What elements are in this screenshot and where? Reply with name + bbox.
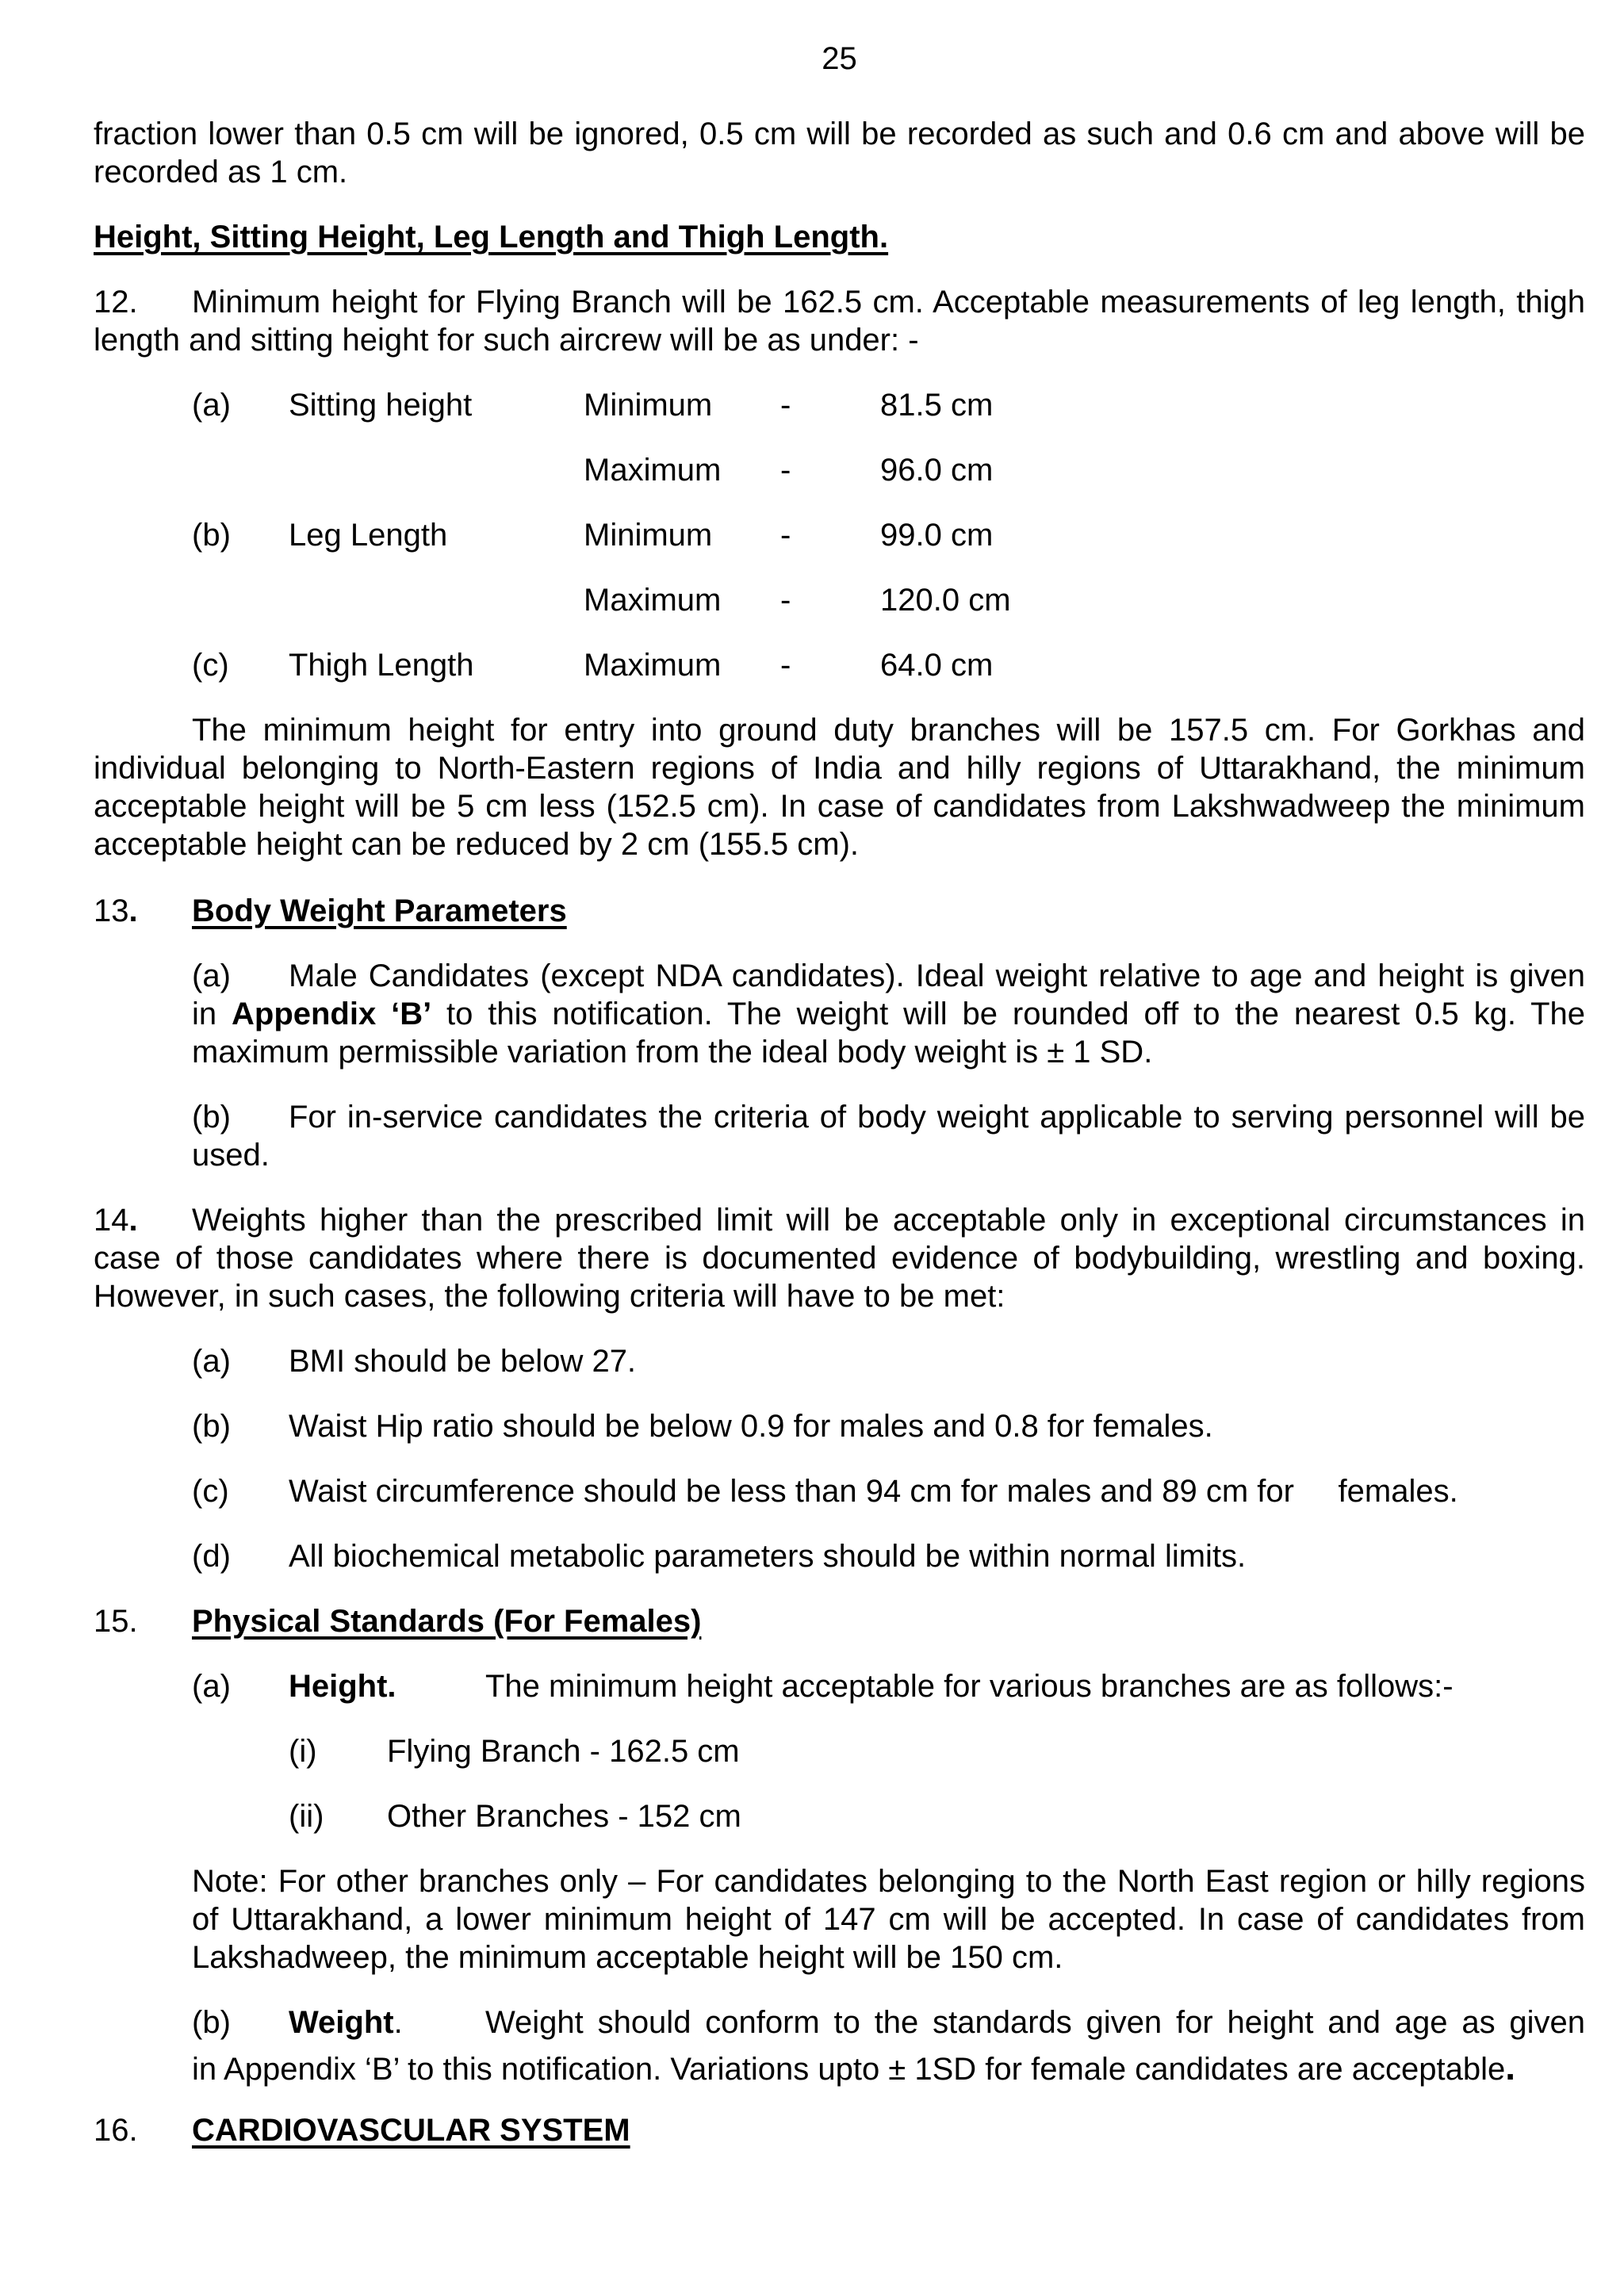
note-text: Note: For other branches only – For candidates belonging to the North East region or hilly regions of Uttarakhand, a lower minimum height of 147 cm will be accepted. In case of candidates from Lakshadweep, the minimum acceptable height will be 150 cm.: [192, 1864, 1585, 1975]
heading-height-text: Height, Sitting Height, Leg Length and Thigh Length.: [94, 220, 889, 254]
measurement-type: Maximum: [584, 583, 722, 618]
measurement-dash: -: [780, 518, 791, 553]
measurement-value: 96.0 cm: [880, 453, 994, 488]
item-label: (b): [192, 2005, 231, 2040]
intro-paragraph: [94, 115, 1585, 191]
height-text: The minimum height acceptable for various branches are as follows:-: [485, 1669, 1454, 1704]
sub-item-text: Other Branches - 152 cm: [387, 1799, 741, 1834]
weight-label: Weight: [289, 2005, 394, 2040]
measurement-dash: -: [780, 388, 791, 423]
height-label: Height.: [289, 1669, 396, 1704]
item-label: (a): [192, 1344, 231, 1379]
para-text: Minimum height for Flying Branch will be 162.5 cm. Acceptable measurements of leg length, thigh length and sitting height for such aircrew will be as under: -: [94, 285, 1585, 358]
measurement-value: 120.0 cm: [880, 583, 1011, 618]
para-number: 13: [94, 894, 129, 928]
item-label: (b): [192, 518, 231, 553]
item-label: (b): [192, 1100, 231, 1135]
physical-standards-heading: Physical Standards (For Females): [192, 1604, 702, 1639]
weight-text-line2: in Appendix ‘B’ to this notification. Variations upto ± 1SD for female candidates are acceptable: [192, 2052, 1506, 2087]
measurement-type: Minimum: [584, 518, 713, 553]
measurement-value: 64.0 cm: [880, 648, 994, 683]
measurement-type: Minimum: [584, 388, 713, 423]
paragraph-13a: (a) Male Candidates (except NDA candidates). Ideal weight relative to age and height is given in Appendix ‘B’ to this notification. The weight will be rounded off to the nearest 0.5 kg. The maximum permissible variation from the ideal body weight is ± 1 SD.: [192, 959, 1585, 1070]
para-number: 12.: [94, 285, 138, 320]
measurement-name: Thigh Length: [289, 648, 474, 683]
ground-duty-paragraph: [94, 711, 1585, 863]
item-label: (a): [192, 388, 231, 423]
paragraph-15-heading: [94, 1602, 1585, 1640]
item-label: (a): [192, 1669, 231, 1704]
measurement-type: Maximum: [584, 648, 722, 683]
item-label: (b): [192, 1409, 231, 1444]
para-number: 14: [94, 1203, 129, 1238]
sub-item-text: Flying Branch - 162.5 cm: [387, 1734, 740, 1769]
para-text: Weights higher than the prescribed limit will be acceptable only in exceptional circumstances in case of those candidates where there is documented evidence of bodybuilding, wrestling and boxing. However, in such cases, the following criteria will have to be met:: [94, 1203, 1585, 1314]
measurement-type: Maximum: [584, 453, 722, 488]
item-label: (a): [192, 959, 231, 993]
intro-text: fraction lower than 0.5 cm will be ignored, 0.5 cm will be recorded as such and 0.6 cm and above will be recorded as 1 cm.: [94, 117, 1585, 189]
measurement-value: 81.5 cm: [880, 388, 994, 423]
measurement-dash: -: [780, 453, 791, 488]
paragraph-14: 14. Weights higher than the prescribed limit will be acceptable only in exceptional circumstances in case of those candidates where there is documented evidence of bodybuilding, wrestling and boxing. However, in such cases, the following criteria will have to be met:: [94, 1203, 1585, 1314]
item-text: Waist Hip ratio should be below 0.9 for males and 0.8 for females.: [289, 1409, 1213, 1444]
ground-duty-text: The minimum height for entry into ground duty branches will be 157.5 cm. For Gorkhas and individual belonging to North-Eastern regions of India and hilly regions of Uttarakhand, the minimum acceptable height will be 5 cm less (152.5 cm). In case of candidates from Lakshwadweep the minimum acceptable height can be reduced by 2 cm (155.5 cm).: [94, 713, 1585, 862]
item-label: (c): [192, 1474, 229, 1509]
weight-text-line1: Weight should conform to the standards given for height and age as given: [485, 2005, 1585, 2040]
paragraph-16-heading: [94, 2111, 1585, 2149]
measurement-value: 99.0 cm: [880, 518, 994, 553]
item-label: (c): [192, 648, 229, 683]
paragraph-13b: (b) For in-service candidates the criteria of body weight applicable to serving personnel will be used.: [192, 1100, 1585, 1173]
paragraph-12: [94, 283, 1585, 359]
body-weight-heading: Body Weight Parameters: [192, 894, 567, 928]
item-text: Waist circumference should be less than 94 cm for males and 89 cm for females.: [289, 1474, 1458, 1509]
item-text: All biochemical metabolic parameters should be within normal limits.: [289, 1539, 1247, 1574]
height-note: [192, 1862, 1585, 1976]
para-number: 15.: [94, 1604, 138, 1639]
paragraph-13-heading: 13. Body Weight Parameters: [94, 894, 567, 928]
item-label: (d): [192, 1539, 231, 1574]
cardiovascular-heading: CARDIOVASCULAR SYSTEM: [192, 2113, 630, 2148]
para-number: 16.: [94, 2113, 138, 2148]
sub-item-label: (i): [289, 1734, 317, 1769]
measurement-name: Sitting height: [289, 388, 473, 423]
measurement-dash: -: [780, 648, 791, 683]
item-text: BMI should be below 27.: [289, 1344, 637, 1379]
measurement-name: Leg Length: [289, 518, 448, 553]
measurement-dash: -: [780, 583, 791, 618]
section-heading: [94, 218, 1585, 256]
appendix-reference: Appendix ‘B’: [232, 997, 432, 1031]
page-number: 25: [822, 41, 857, 76]
sub-item-label: (ii): [289, 1799, 324, 1834]
